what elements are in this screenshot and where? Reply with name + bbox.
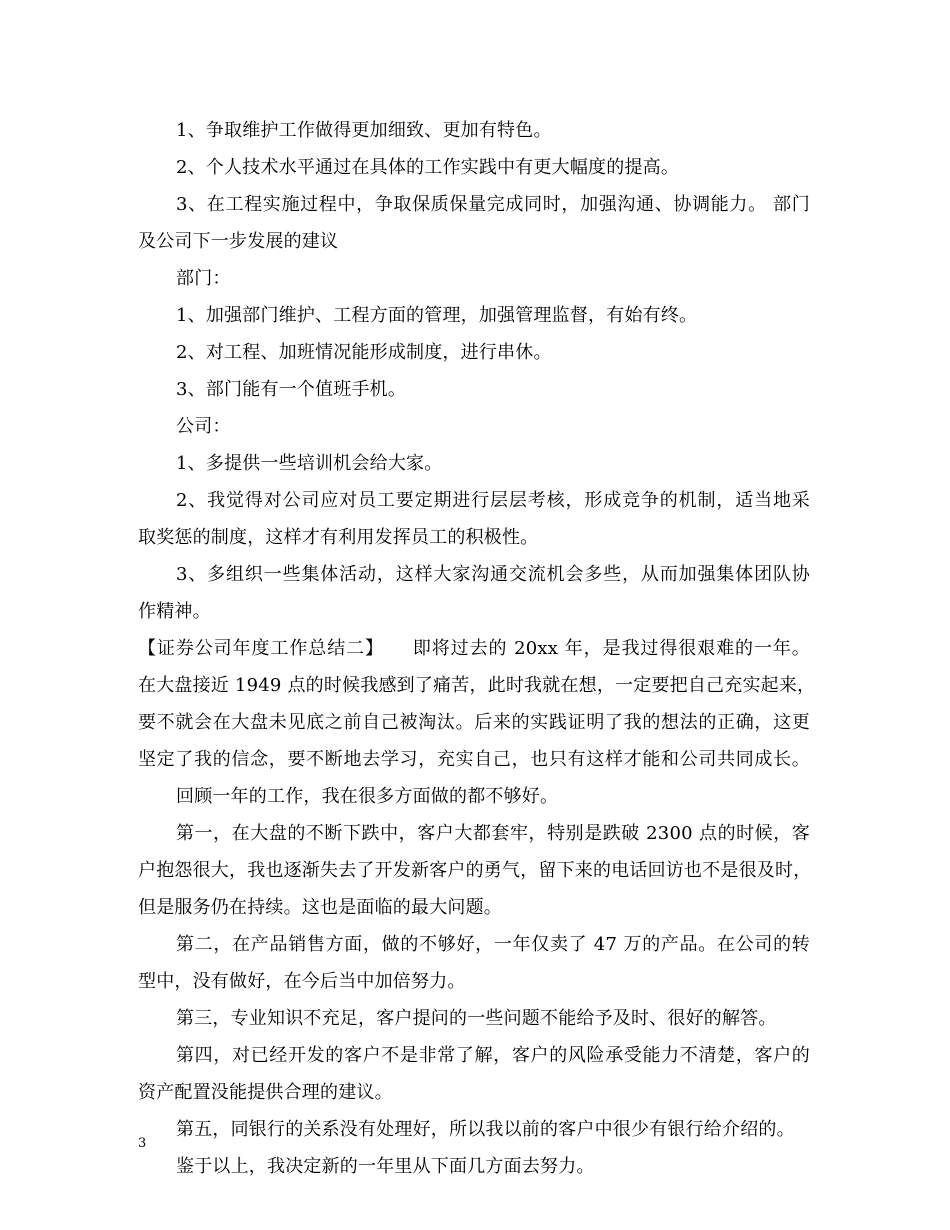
text-line: 作精神。 <box>138 601 211 622</box>
section-heading-summary-two: 【证券公司年度工作总结二】 即将过去的 20xx 年，是我过得很艰难的一年。 <box>138 638 810 659</box>
text-line: 3、多组织一些集体活动，这样大家沟通交流机会多些，从而加强集体团队协 <box>176 564 810 585</box>
text-line: 坚定了我的信念，要不断地去学习，充实自己，也只有这样才能和公司共同成长。 <box>138 749 810 770</box>
text-line: 2、对工程、加班情况能形成制度，进行串休。 <box>176 342 552 363</box>
text-line: 1、多提供一些培训机会给大家。 <box>176 453 443 474</box>
text-line: 1、加强部门维护、工程方面的管理，加强管理监督，有始有终。 <box>176 305 698 326</box>
section-label-company: 公司： <box>176 416 231 437</box>
text-line: 及公司下一步发展的建议 <box>138 231 339 252</box>
page-number: 3 <box>138 1136 147 1151</box>
text-line: 1、争取维护工作做得更加细致、更加有特色。 <box>176 120 552 141</box>
text-line: 鉴于以上，我决定新的一年里从下面几方面去努力。 <box>176 1156 595 1177</box>
text-line: 第五，同银行的关系没有处理好，所以我以前的客户中很少有银行给介绍的。 <box>176 1119 795 1140</box>
text-line: 第三，专业知识不充足，客户提问的一些问题不能给予及时、很好的解答。 <box>176 1008 777 1029</box>
text-line: 取奖惩的制度，这样才有利用发挥员工的积极性。 <box>138 527 539 548</box>
text-line: 第四，对已经开发的客户不是非常了解，客户的风险承受能力不清楚，客户的 <box>176 1045 810 1066</box>
text-line: 2、我觉得对公司应对员工要定期进行层层考核，形成竞争的机制，适当地采 <box>176 490 810 511</box>
text-line: 户抱怨很大，我也逐渐失去了开发新客户的勇气，留下来的电话回访也不是很及时， <box>138 860 812 881</box>
text-line: 3、部门能有一个值班手机。 <box>176 379 407 400</box>
text-line: 3、在工程实施过程中，争取保质保量完成同时，加强沟通、协调能力。 部门 <box>176 194 810 215</box>
text-line: 资产配置没能提供合理的建议。 <box>138 1082 393 1103</box>
text-line: 但是服务仍在持续。这也是面临的最大问题。 <box>138 897 502 918</box>
document-body <box>138 112 816 1185</box>
text-line: 要不就会在大盘未见底之前自己被淘汰。后来的实践证明了我的想法的正确，这更 <box>138 712 810 733</box>
text-line: 型中，没有做好，在今后当中加倍努力。 <box>138 971 466 992</box>
section-label-department: 部门： <box>176 268 231 289</box>
text-line: 第一，在大盘的不断下跌中，客户大都套牢，特别是跌破 2300 点的时候，客 <box>176 823 810 844</box>
text-line: 第二，在产品销售方面，做的不够好，一年仅卖了 47 万的产品。在公司的转 <box>176 934 810 955</box>
text-line: 在大盘接近 1949 点的时候我感到了痛苦，此时我就在想，一定要把自己充实起来， <box>138 675 816 696</box>
text-line: 回顾一年的工作，我在很多方面做的都不够好。 <box>176 786 559 807</box>
text-line: 2、个人技术水平通过在具体的工作实践中有更大幅度的提高。 <box>176 157 680 178</box>
